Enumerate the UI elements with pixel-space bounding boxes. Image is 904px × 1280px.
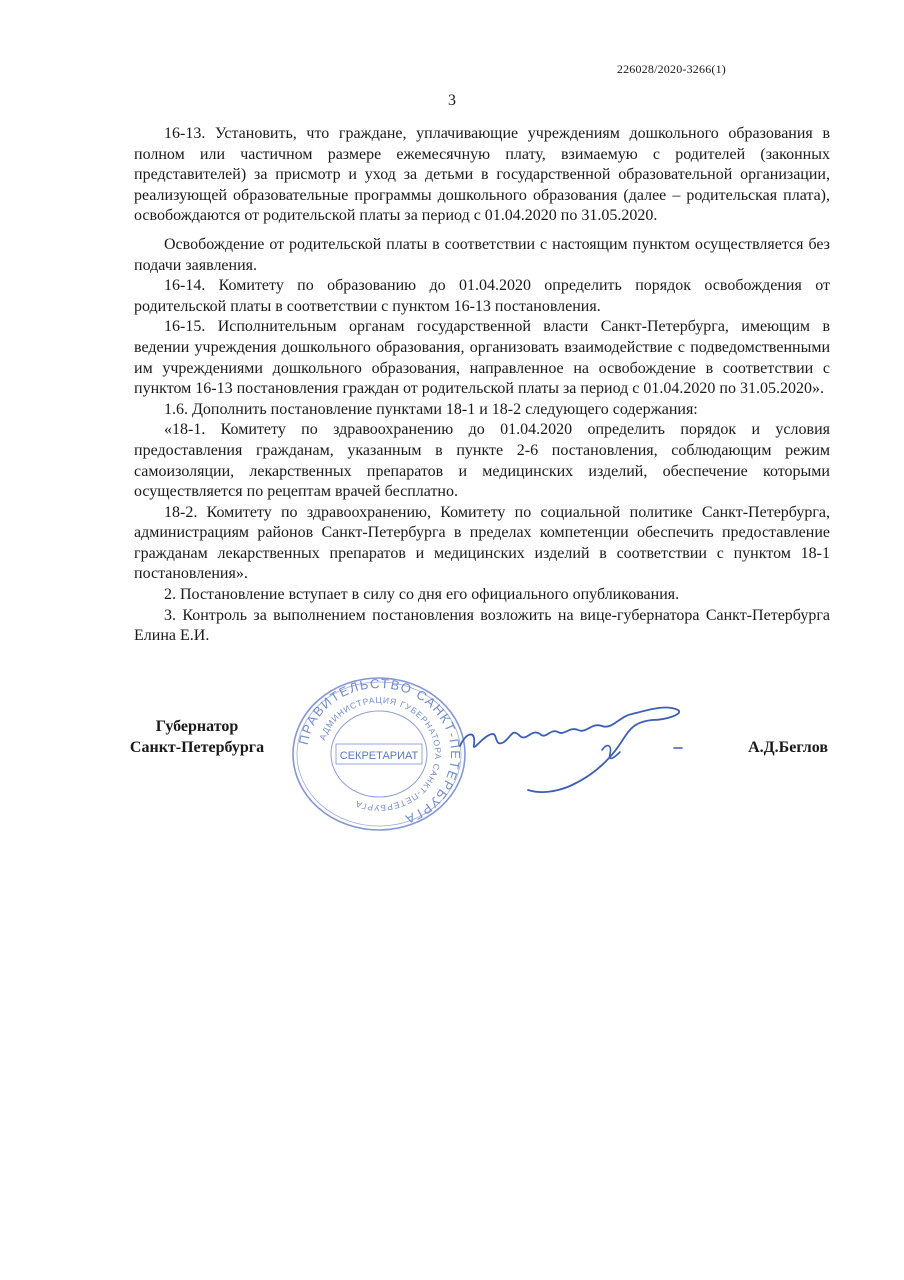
- signatory-title: [112, 716, 282, 758]
- signatory-title-line2: Санкт-Петербурга: [129, 739, 265, 756]
- stamp-outer-text: ПРАВИТЕЛЬСТВО САНКТ-ПЕТЕРБУРГА: [295, 675, 464, 828]
- paragraph-16-14: 16-14. Комитету по образованию до 01.04.2020 определить порядок освобождения от родительской платы в соответствии с пунктом 16-13 постановления.: [134, 277, 830, 315]
- paragraph-18-2: 18-2. Комитету по здравоохранению, Комитету по социальной политике Санкт-Петербурга, администрациям районов Санкт-Петербурга в пределах компетенции обеспечить предоставление гражданам лекарственных препаратов и медицинских изделий в соответствии с пунктом 18-1 постановления».: [134, 503, 830, 583]
- document-body: [134, 124, 830, 647]
- paragraph-16-15: 16-15. Исполнительным органам государственной власти Санкт-Петербурга, имеющим в ведении учреждения дошкольного образования, организовать взаимодействие с подведомственными им учреждениями дошкольного образования, направленное на освобождение в соответствии с пунктом 16-13 постановления граждан от родительской платы за период с 01.04.2020 по 31.05.2020».: [134, 318, 830, 398]
- paragraph-3: 3. Контроль за выполнением постановления возложить на вице-губернатора Санкт-Петербурга Елина Е.И.: [134, 606, 830, 645]
- stamp-center-text: СЕКРЕТАРИАТ: [339, 750, 419, 762]
- official-seal-stamp: [284, 674, 474, 834]
- paragraph-2: 2. Постановление вступает в силу со дня его официального опубликования.: [164, 586, 680, 604]
- paragraph-exemption: Освобождение от родительской платы в соответствии с настоящим пунктом осуществляется без подачи заявления.: [134, 235, 830, 274]
- page-number: 3: [448, 92, 456, 109]
- document-number: 226028/2020-3266(1): [616, 62, 726, 76]
- stamp-inner-text: АДМИНИСТРАЦИЯ ГУБЕРНАТОРА САНКТ-ПЕТЕРБУРГА: [317, 694, 444, 814]
- handwritten-signature: [452, 692, 692, 802]
- paragraph-1-6: 1.6. Дополнить постановление пунктами 18-1 и 18-2 следующего содержания:: [164, 400, 698, 418]
- signatory-title-line1: Губернатор: [155, 718, 239, 735]
- signatory-name: А.Д.Беглов: [748, 739, 828, 756]
- paragraph-18-1: «18-1. Комитету по здравоохранению до 01.04.2020 определить порядок и условия предоставления гражданам, указанным в пункте 2-6 постановления, соблюдающим режим самоизоляции, лекарственных препаратов и медицинских изделий, обеспечение которыми осуществляется по рецептам врачей бесплатно.: [134, 421, 830, 501]
- paragraph-16-13: 16-13. Установить, что граждане, уплачивающие учреждениям дошкольного образования в полном или частичном размере ежемесячную плату, взимаемую с родителей (законных представителей) за присмотр и уход за детьми в государственной образовательной организации, реализующей образовательные программы дошкольного образования (далее – родительская плата), освобождаются от родительской платы за период с 01.04.2020 по 31.05.2020.: [134, 125, 830, 225]
